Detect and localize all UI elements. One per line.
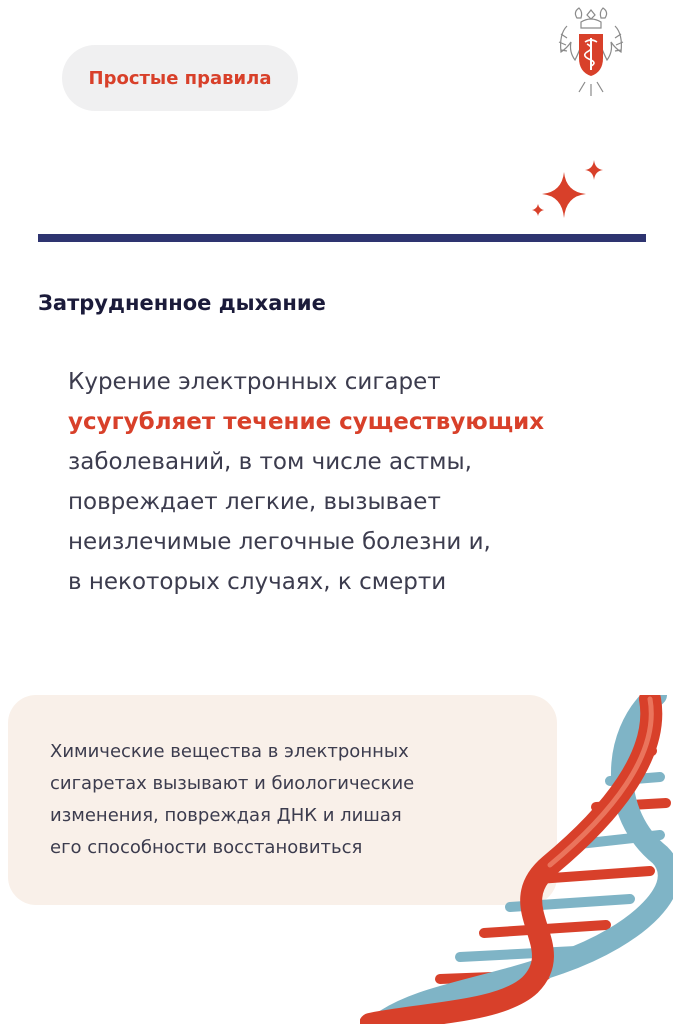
body-line-highlight: усугубляет течение существующих [68,409,545,435]
card-line: сигаретах вызывают и биологические [50,773,415,794]
divider [38,234,646,242]
rules-badge-label: Простые правила [88,67,272,89]
card-line: его способности восстановиться [50,837,363,858]
body-paragraph [68,362,638,602]
coat-of-arms-emblem [555,4,627,100]
section-heading: Затрудненное дыхание [38,291,326,315]
rules-badge [62,45,298,111]
body-line: неизлечимые легочные болезни и, [68,529,491,555]
body-line: повреждает легкие, вызывает [68,489,441,515]
body-line: Курение электронных сигарет [68,369,441,395]
sparkle-icon [528,156,608,228]
card-line: изменения, повреждая ДНК и лишая [50,805,402,826]
card-text [50,736,550,864]
body-line: заболеваний, в том числе астмы, [68,449,472,475]
card-line: Химические вещества в электронных [50,741,409,762]
body-line: в некоторых случаях, к смерти [68,569,447,595]
